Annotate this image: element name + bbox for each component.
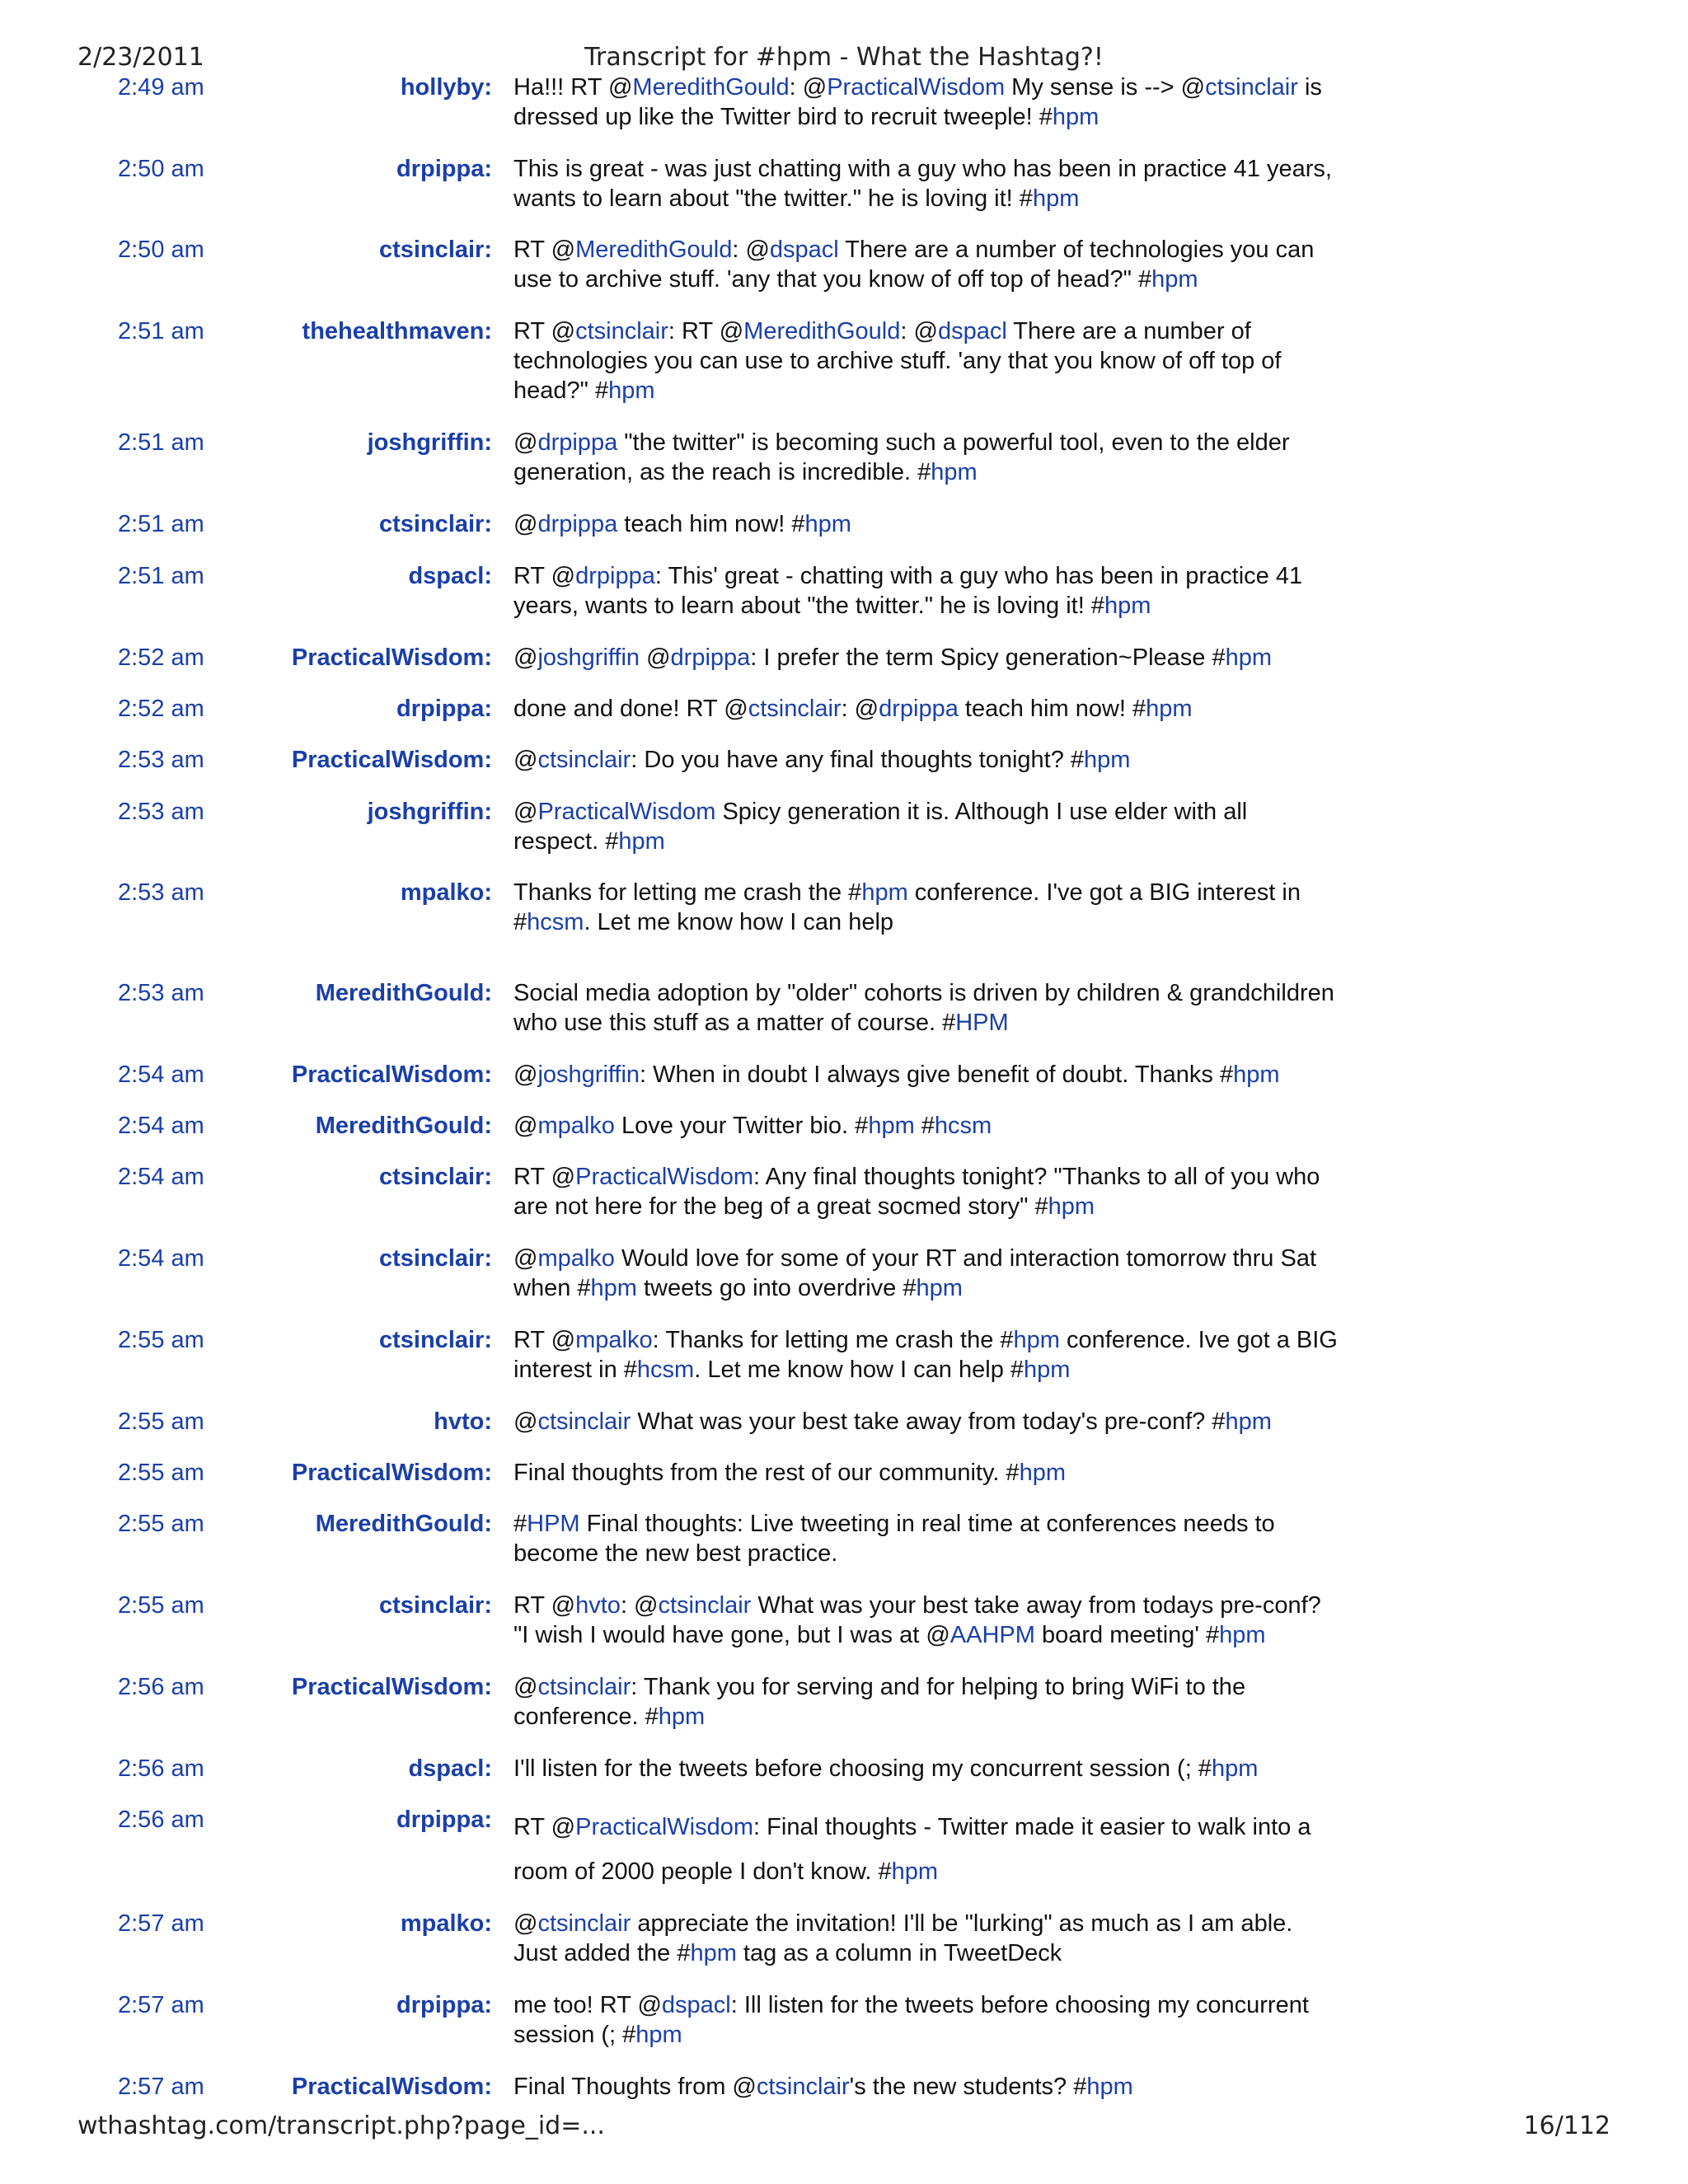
tweet-text: Final thoughts from the rest of our community. # xyxy=(513,1460,1020,1486)
tweet-username-link[interactable]: PracticalWisdom: xyxy=(291,1674,492,1700)
tweet-time-link[interactable]: 2:57 am xyxy=(118,1992,204,2018)
tweet-text: @ xyxy=(513,747,538,773)
tweet-username-link[interactable]: drpippa: xyxy=(396,1992,492,2018)
tweet-row xyxy=(0,1909,1688,1990)
tweet-username-link[interactable]: PracticalWisdom: xyxy=(291,747,492,773)
tweet-time-link[interactable]: 2:53 am xyxy=(118,980,204,1006)
tweet-row xyxy=(0,745,1688,797)
tweet-time-link[interactable]: 2:51 am xyxy=(118,563,204,589)
tweet-text: @ xyxy=(640,644,671,671)
tweet-time-link[interactable]: 2:54 am xyxy=(118,1062,204,1088)
tweet-row xyxy=(0,1990,1688,2072)
tweet-username-link[interactable]: hollyby: xyxy=(400,74,492,101)
tweet-link[interactable]: HPM xyxy=(955,1010,1009,1036)
tweet-text: RT @ xyxy=(513,237,576,263)
tweet-text: : @ xyxy=(900,318,938,344)
tweet-text: RT @ xyxy=(513,1814,576,1840)
tweet-text: : Any final thoughts tonight? "Thanks to all of you who are not here for the beg of a great socmed story" # xyxy=(513,1164,1320,1220)
tweet-username-link[interactable]: drpippa: xyxy=(396,696,492,722)
tweet-text: RT @ xyxy=(513,1592,576,1619)
tweet-text: Love your Twitter bio. # xyxy=(614,1113,869,1139)
tweet-link[interactable]: drpippa xyxy=(537,511,618,537)
tweet-row xyxy=(0,1805,1688,1909)
tweet-row xyxy=(0,73,1688,154)
tweet-time-link[interactable]: 2:53 am xyxy=(118,799,204,825)
tweet-text: 's the new students? # xyxy=(849,2074,1087,2100)
tweet-link[interactable]: drpippa xyxy=(537,429,618,456)
tweet-username-link[interactable]: joshgriffin: xyxy=(367,799,492,825)
tweet-link[interactable]: hpm xyxy=(690,1940,737,1966)
tweet-message xyxy=(513,1458,1338,1488)
tweet-link[interactable]: hpm xyxy=(1024,1357,1071,1383)
tweet-message xyxy=(513,1754,1338,1783)
tweet-username-link[interactable]: ctsinclair: xyxy=(379,1327,492,1353)
tweet-row xyxy=(0,1060,1688,1111)
tweet-text: @ xyxy=(513,799,538,825)
tweet-text: There are a number of technologies you can use to archive stuff. 'any that you know of off top of head?" # xyxy=(513,237,1315,293)
tweet-link[interactable]: hpm xyxy=(931,459,978,485)
tweet-time-link[interactable]: 2:49 am xyxy=(118,74,204,101)
tweet-message xyxy=(513,878,1338,937)
tweet-text: . Let me know how I can help xyxy=(584,909,894,935)
tweet-message xyxy=(513,694,1338,724)
tweet-link[interactable]: MeredithGould xyxy=(575,237,733,263)
tweet-message xyxy=(513,1509,1338,1568)
tweet-text: : When in doubt I always give benefit of doubt. Thanks # xyxy=(640,1062,1234,1088)
tweet-link[interactable]: hpm xyxy=(1219,1622,1266,1648)
tweet-text: Ha!!! RT @ xyxy=(513,74,633,101)
tweet-row xyxy=(0,428,1688,509)
tweet-message xyxy=(513,154,1338,213)
tweet-transcript xyxy=(0,73,1688,2102)
tweet-message xyxy=(513,235,1338,294)
tweet-text: : RT @ xyxy=(668,318,744,344)
tweet-text: What was your best take away from today's pre-conf? # xyxy=(631,1408,1226,1435)
tweet-username-link[interactable]: drpippa: xyxy=(396,156,492,182)
tweet-text: Final thoughts: Live tweeting in real time at conferences needs to become the new best practice. xyxy=(513,1511,1275,1567)
tweet-link[interactable]: PracticalWisdom xyxy=(575,1164,754,1190)
tweet-text: Would love for some of your RT and interaction tomorrow thru Sat when # xyxy=(513,1245,1317,1301)
tweet-text: Spicy generation it is. Although I use elder with all respect. # xyxy=(513,799,1248,855)
tweet-link[interactable]: hpm xyxy=(590,1275,637,1301)
tweet-link[interactable]: joshgriffin xyxy=(537,1062,640,1088)
tweet-message xyxy=(513,1162,1338,1221)
tweet-time-link[interactable]: 2:51 am xyxy=(118,511,204,537)
tweet-message xyxy=(513,1244,1338,1303)
tweet-link[interactable]: drpippa xyxy=(575,563,655,589)
tweet-text: tweets go into overdrive # xyxy=(636,1275,917,1301)
tweet-username-link[interactable]: mpalko: xyxy=(400,1910,492,1937)
tweet-time-link[interactable]: 2:51 am xyxy=(118,429,204,456)
tweet-link[interactable]: hpm xyxy=(861,879,908,906)
tweet-link[interactable]: hpm xyxy=(1019,1460,1066,1486)
tweet-link[interactable]: MeredithGould xyxy=(743,318,901,344)
tweet-text: I'll listen for the tweets before choosing my concurrent session (; # xyxy=(513,1755,1212,1782)
tweet-link[interactable]: hpm xyxy=(1233,1062,1280,1088)
tweet-message xyxy=(513,797,1338,856)
tweet-text: : @ xyxy=(732,237,770,263)
tweet-row xyxy=(0,1325,1688,1407)
tweet-row xyxy=(0,1162,1688,1244)
tweet-text: What was your best take away from todays pre-conf? "I wish I would have gone, but I was at @ xyxy=(513,1592,1321,1648)
tweet-link[interactable]: mpalko xyxy=(537,1113,615,1139)
tweet-link[interactable]: PracticalWisdom xyxy=(537,799,716,825)
tweet-link[interactable]: HPM xyxy=(527,1511,580,1537)
tweet-username-link[interactable]: ctsinclair: xyxy=(379,1164,492,1190)
tweet-username-link[interactable]: PracticalWisdom: xyxy=(291,2074,492,2100)
tweet-text: @ xyxy=(513,429,538,456)
tweet-link[interactable]: ctsinclair xyxy=(658,1592,752,1619)
tweet-message xyxy=(513,1060,1338,1090)
tweet-row xyxy=(0,235,1688,316)
tweet-text: : Ill listen for the tweets before choosing my concurrent session (; # xyxy=(513,1992,1309,2048)
tweet-link[interactable]: hpm xyxy=(1146,696,1193,722)
tweet-link[interactable]: hcsm xyxy=(527,909,584,935)
tweet-text: : @ xyxy=(789,74,828,101)
tweet-text: Thanks for letting me crash the # xyxy=(513,879,862,906)
tweet-username-link[interactable]: PracticalWisdom: xyxy=(291,1062,492,1088)
tweet-row xyxy=(0,1591,1688,1672)
tweet-time-link[interactable]: 2:56 am xyxy=(118,1755,204,1782)
tweet-text: My sense is --> @ xyxy=(1005,74,1206,101)
tweet-username-link[interactable]: hvto: xyxy=(434,1408,492,1435)
tweet-row xyxy=(0,1111,1688,1162)
print-footer xyxy=(0,2111,1688,2144)
tweet-link[interactable]: hpm xyxy=(1225,644,1273,671)
tweet-row xyxy=(0,978,1688,1060)
tweet-link[interactable]: hpm xyxy=(1032,185,1080,212)
tweet-time-link[interactable]: 2:55 am xyxy=(118,1592,204,1619)
tweet-time-link[interactable]: 2:52 am xyxy=(118,644,204,671)
tweet-text: : Thank you for serving and for helping to bring WiFi to the conference. # xyxy=(513,1674,1246,1730)
tweet-message xyxy=(513,1111,1338,1141)
tweet-text: : Final thoughts - Twitter made it easier to walk into a room of 2000 people I don't know. # xyxy=(513,1814,1311,1885)
tweet-link[interactable]: hpm xyxy=(618,828,665,855)
tweet-link[interactable]: hpm xyxy=(1104,593,1151,619)
tweet-link[interactable]: ctsinclair xyxy=(537,1910,631,1937)
tweet-link[interactable]: AAHPM xyxy=(950,1622,1035,1648)
tweet-time-link[interactable]: 2:55 am xyxy=(118,1460,204,1486)
tweet-text: me too! RT @ xyxy=(513,1992,662,2018)
tweet-link[interactable]: hpm xyxy=(1225,1408,1272,1435)
tweet-link[interactable]: mpalko xyxy=(537,1245,615,1272)
tweet-text: : Thanks for letting me crash the # xyxy=(652,1327,1014,1353)
tweet-time-link[interactable]: 2:55 am xyxy=(118,1408,204,1435)
tweet-link[interactable]: PracticalWisdom xyxy=(575,1814,754,1840)
tweet-time-link[interactable]: 2:56 am xyxy=(118,1674,204,1700)
tweet-text: @ xyxy=(513,1674,538,1700)
tweet-time-link[interactable]: 2:54 am xyxy=(118,1113,204,1139)
tweet-row xyxy=(0,643,1688,694)
tweet-row xyxy=(0,316,1688,428)
tweet-time-link[interactable]: 2:56 am xyxy=(118,1807,204,1833)
tweet-link[interactable]: hpm xyxy=(1013,1327,1060,1353)
tweet-text: conference. I've got a BIG interest in # xyxy=(513,879,1301,935)
tweet-link[interactable]: PracticalWisdom xyxy=(827,74,1006,101)
tweet-message xyxy=(513,1325,1338,1385)
tweet-link[interactable]: MeredithGould xyxy=(632,74,790,101)
tweet-text: : This' great - chatting with a guy who has been in practice 41 years, wants to learn about "the twitter." he is loving it! # xyxy=(513,563,1303,619)
tweet-text: @ xyxy=(513,1408,538,1435)
tweet-time-link[interactable]: 2:57 am xyxy=(118,2074,204,2100)
tweet-text: @ xyxy=(513,644,538,671)
tweet-message xyxy=(513,2072,1338,2102)
tweet-text: @ xyxy=(513,1062,538,1088)
tweet-text: RT @ xyxy=(513,563,576,589)
tweet-link[interactable]: hpm xyxy=(1084,747,1131,773)
tweet-text: @ xyxy=(513,1910,538,1937)
tweet-row xyxy=(0,1509,1688,1591)
tweet-username-link[interactable]: mpalko: xyxy=(400,879,492,906)
tweet-time-link[interactable]: 2:53 am xyxy=(118,747,204,773)
tweet-username-link[interactable]: dspacl: xyxy=(408,563,492,589)
tweet-row xyxy=(0,878,1688,978)
tweet-text: @ xyxy=(513,1245,538,1272)
tweet-link[interactable]: dspacl xyxy=(769,237,839,263)
tweet-username-link[interactable]: dspacl: xyxy=(408,1755,492,1782)
tweet-message xyxy=(513,1990,1338,2050)
tweet-username-link[interactable]: ctsinclair: xyxy=(379,1592,492,1619)
tweet-message xyxy=(513,643,1338,673)
tweet-time-link[interactable]: 2:54 am xyxy=(118,1245,204,1272)
tweet-row xyxy=(0,1754,1688,1805)
page-number: 16/112 xyxy=(1523,2111,1611,2140)
tweet-username-link[interactable]: MeredithGould: xyxy=(315,1511,492,1537)
tweet-text: # xyxy=(914,1113,935,1139)
tweet-message xyxy=(513,1591,1338,1650)
tweet-row xyxy=(0,797,1688,878)
tweet-text: teach him now! # xyxy=(958,696,1146,722)
tweet-username-link[interactable]: MeredithGould: xyxy=(315,980,492,1006)
tweet-link[interactable]: ctsinclair xyxy=(748,696,842,722)
tweet-text: board meeting' # xyxy=(1034,1622,1220,1648)
tweet-link[interactable]: drpippa xyxy=(879,696,959,722)
tweet-username-link[interactable]: thehealthmaven: xyxy=(302,318,492,344)
tweet-row xyxy=(0,1407,1688,1458)
tweet-row xyxy=(0,509,1688,561)
tweet-text: This is great - was just chatting with a guy who has been in practice 41 years, wants to learn about "the twitter." he is loving it! # xyxy=(513,156,1332,212)
tweet-text: RT @ xyxy=(513,318,576,344)
tweet-row xyxy=(0,561,1688,643)
tweet-row xyxy=(0,694,1688,745)
tweet-text: done and done! RT @ xyxy=(513,696,748,722)
tweet-link[interactable]: hpm xyxy=(916,1275,963,1301)
tweet-link[interactable]: ctsinclair xyxy=(1205,74,1298,101)
tweet-link[interactable]: hpm xyxy=(1086,2074,1133,2100)
tweet-message xyxy=(513,509,1338,539)
tweet-link[interactable]: joshgriffin xyxy=(537,644,640,671)
tweet-link[interactable]: hvto xyxy=(575,1592,621,1619)
tweet-text: . Let me know how I can help # xyxy=(694,1357,1025,1383)
tweet-link[interactable]: dspacl xyxy=(937,318,1007,344)
footer-url: wthashtag.com/transcript.php?page_id=... xyxy=(77,2111,605,2140)
tweet-text: RT @ xyxy=(513,1327,576,1353)
tweet-text: "the twitter" is becoming such a powerful tool, even to the elder generation, as the reach is incredible. # xyxy=(513,429,1290,485)
tweet-link[interactable]: hcsm xyxy=(934,1113,992,1139)
tweet-username-link[interactable]: PracticalWisdom: xyxy=(291,644,492,671)
tweet-link[interactable]: ctsinclair xyxy=(575,318,668,344)
tweet-link[interactable]: mpalko xyxy=(575,1327,653,1353)
tweet-link[interactable]: hpm xyxy=(804,511,851,537)
tweet-text: @ xyxy=(513,511,538,537)
tweet-text: : @ xyxy=(841,696,879,722)
tweet-time-link[interactable]: 2:57 am xyxy=(118,1910,204,1937)
tweet-text: RT @ xyxy=(513,1164,576,1190)
tweet-row xyxy=(0,1244,1688,1325)
tweet-text: : I prefer the term Spicy generation~Please # xyxy=(750,644,1226,671)
tweet-text: # xyxy=(513,1511,528,1537)
tweet-link[interactable]: hpm xyxy=(891,1858,938,1885)
tweet-text: : Do you have any final thoughts tonight? # xyxy=(631,747,1085,773)
tweet-text: Final Thoughts from @ xyxy=(513,2074,757,2100)
tweet-message xyxy=(513,1805,1338,1894)
tweet-link[interactable]: ctsinclair xyxy=(537,1408,631,1435)
tweet-link[interactable]: ctsinclair xyxy=(537,747,631,773)
tweet-link[interactable]: dspacl xyxy=(661,1992,731,2018)
tweet-message xyxy=(513,73,1338,132)
tweet-link[interactable]: hpm xyxy=(868,1113,915,1139)
tweet-message xyxy=(513,428,1338,487)
tweet-link[interactable]: drpippa xyxy=(670,644,751,671)
tweet-message xyxy=(513,1909,1338,1968)
tweet-text: tag as a column in TweetDeck xyxy=(736,1940,1062,1966)
tweet-text: is dressed up like the Twitter bird to recruit tweeple! # xyxy=(513,74,1322,130)
tweet-link[interactable]: hpm xyxy=(608,377,655,404)
tweet-text: : @ xyxy=(620,1592,659,1619)
tweet-link[interactable]: hpm xyxy=(635,2022,682,2048)
tweet-time-link[interactable]: 2:53 am xyxy=(118,879,204,906)
tweet-message xyxy=(513,1672,1338,1732)
tweet-row xyxy=(0,1672,1688,1754)
tweet-row xyxy=(0,154,1688,235)
tweet-message xyxy=(513,561,1338,621)
print-header xyxy=(0,43,1688,76)
print-date: 2/23/2011 xyxy=(77,43,204,72)
tweet-link[interactable]: hpm xyxy=(1048,1193,1095,1220)
tweet-time-link[interactable]: 2:52 am xyxy=(118,696,204,722)
tweet-link[interactable]: hpm xyxy=(1052,104,1100,130)
tweet-text: teach him now! # xyxy=(617,511,805,537)
tweet-text: conference. Ive got a BIG interest in # xyxy=(513,1327,1338,1383)
page-title: Transcript for #hpm - What the Hashtag?! xyxy=(584,43,1104,72)
tweet-text: There are a number of technologies you can use to archive stuff. 'any that you know of off top of head?" # xyxy=(513,318,1282,404)
tweet-time-link[interactable]: 2:55 am xyxy=(118,1511,204,1537)
tweet-username-link[interactable]: drpippa: xyxy=(396,1807,492,1833)
tweet-row xyxy=(0,2072,1688,2102)
tweet-message xyxy=(513,745,1338,775)
tweet-message xyxy=(513,978,1338,1038)
tweet-text: Social media adoption by "older" cohorts is driven by children & grandchildren who use this stuff as a matter of course. # xyxy=(513,980,1334,1036)
tweet-username-link[interactable]: PracticalWisdom: xyxy=(291,1460,492,1486)
tweet-link[interactable]: hpm xyxy=(658,1704,706,1730)
tweet-message xyxy=(513,316,1338,405)
tweet-username-link[interactable]: ctsinclair: xyxy=(379,1245,492,1272)
tweet-username-link[interactable]: ctsinclair: xyxy=(379,511,492,537)
tweet-link[interactable]: ctsinclair xyxy=(756,2074,850,2100)
tweet-link[interactable]: hpm xyxy=(1151,266,1198,293)
tweet-username-link[interactable]: joshgriffin: xyxy=(367,429,492,456)
tweet-username-link[interactable]: ctsinclair: xyxy=(379,237,492,263)
tweet-row xyxy=(0,1458,1688,1509)
tweet-text: appreciate the invitation! I'll be "lurking" as much as I am able. Just added the # xyxy=(513,1910,1293,1966)
tweet-link[interactable]: ctsinclair xyxy=(537,1674,631,1700)
tweet-text: @ xyxy=(513,1113,538,1139)
tweet-time-link[interactable]: 2:54 am xyxy=(118,1164,204,1190)
tweet-time-link[interactable]: 2:55 am xyxy=(118,1327,204,1353)
tweet-time-link[interactable]: 2:51 am xyxy=(118,318,204,344)
tweet-link[interactable]: hpm xyxy=(1211,1755,1259,1782)
tweet-message xyxy=(513,1407,1338,1436)
tweet-time-link[interactable]: 2:50 am xyxy=(118,156,204,182)
tweet-link[interactable]: hcsm xyxy=(636,1357,695,1383)
tweet-time-link[interactable]: 2:50 am xyxy=(118,237,204,263)
tweet-username-link[interactable]: MeredithGould: xyxy=(315,1113,492,1139)
